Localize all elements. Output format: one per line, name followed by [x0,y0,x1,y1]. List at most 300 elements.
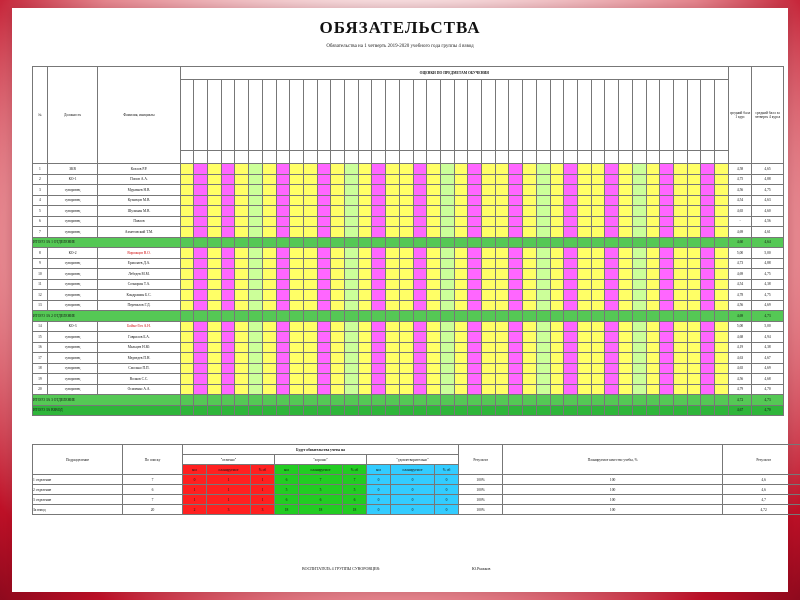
grade-cell [673,374,687,385]
row-name: Павлов [98,216,180,227]
grade-cell [331,174,345,185]
grade-cell [208,174,222,185]
grade-cell [440,216,454,227]
grade-cell [262,363,276,374]
subject-name-cell [715,80,729,151]
total-cell [221,237,235,248]
summary-sub-pct: % об [251,465,275,475]
grade-cell [509,374,523,385]
total-cell [523,237,537,248]
grade-cell [276,384,290,395]
grade-cell [345,248,359,259]
grade-cell [303,185,317,196]
grade-cell [715,321,729,332]
grade-cell [372,227,386,238]
grade-cell [249,384,263,395]
total-cell [482,405,496,416]
grade-cell [482,279,496,290]
grade-cell [386,332,400,343]
summary-cell-g3: 6 [343,495,367,505]
total-cell [701,237,715,248]
grade-cell [646,290,660,301]
grade-cell [386,321,400,332]
grade-cell [632,384,646,395]
total-cell [372,395,386,406]
total-cell [536,395,550,406]
row-no: 19 [33,374,48,385]
head-avg-course: средний балл 1 курс [728,67,751,164]
grade-cell [290,216,304,227]
grade-cell [646,248,660,259]
grade-cell [468,384,482,395]
grade-cell [386,216,400,227]
grade-cell [399,363,413,374]
grade-cell [523,332,537,343]
total-avg-quarter: 4,64 [752,237,784,248]
grade-cell [482,353,496,364]
grade-cell [194,227,208,238]
grade-cell [550,332,564,343]
grade-cell [180,185,194,196]
total-cell [632,311,646,322]
grade-cell [673,195,687,206]
grade-cell [386,195,400,206]
grade-cell [632,374,646,385]
grade-cell [509,206,523,217]
summary-cell-g1: 6 [275,495,299,505]
subject-sub-cell [577,151,591,164]
grade-cell [413,342,427,353]
total-cell [564,237,578,248]
subject-name-cell [399,80,413,151]
grade-cell [482,248,496,259]
row-avg-course: 4,58 [728,164,751,175]
grade-cell [331,227,345,238]
grade-cell [605,279,619,290]
summary-sub-planned: планируемое [207,465,251,475]
total-cell [249,311,263,322]
grade-cell [290,258,304,269]
grade-cell [591,342,605,353]
summary-group-excellent: "отлично" [183,455,275,465]
total-cell [290,395,304,406]
grade-cell [632,227,646,238]
grade-cell [427,332,441,343]
grade-cell [331,279,345,290]
grade-cell [454,195,468,206]
grade-cell [427,363,441,374]
grade-cell [399,290,413,301]
subject-name-cell [180,80,194,151]
grade-cell [454,300,468,311]
summary-cell-s1: 0 [367,485,391,495]
grade-cell [687,290,701,301]
grade-cell [345,227,359,238]
grade-cell [208,248,222,259]
grade-cell [386,374,400,385]
total-cell [249,237,263,248]
grade-cell [235,300,249,311]
grade-cell [235,185,249,196]
grade-cell [413,300,427,311]
grade-cell [509,321,523,332]
grade-cell [468,195,482,206]
total-label: ИТОГО ЗА 2 ОТДЕЛЕНИЕ [33,311,181,322]
row-avg-quarter: 4,61 [752,227,784,238]
grade-cell [701,363,715,374]
grade-cell [386,269,400,280]
grade-cell [317,300,331,311]
total-cell [208,395,222,406]
grade-cell [413,363,427,374]
row-no: 13 [33,300,48,311]
grade-cell [249,174,263,185]
row-position: суворовец [47,216,98,227]
summary-head-quality: Планируемое качество учебы, % [503,445,723,475]
grade-cell [427,269,441,280]
row-name: Перевалов Г.Д. [98,300,180,311]
grade-cell [399,195,413,206]
grade-cell [372,279,386,290]
grade-cell [303,321,317,332]
grade-cell [591,248,605,259]
grade-cell [221,342,235,353]
grade-cell [290,206,304,217]
grade-cell [386,206,400,217]
grade-cell [632,279,646,290]
total-cell [440,395,454,406]
grade-cell [550,300,564,311]
grade-cell [619,269,633,280]
grade-cell [687,342,701,353]
summary-cell-s3: 0 [435,505,459,515]
grade-cell [495,279,509,290]
grade-cell [413,384,427,395]
grade-cell [646,269,660,280]
grade-cell [605,174,619,185]
total-label: ИТОГО ЗА ВЗВОД [33,405,181,416]
grade-cell [221,279,235,290]
grade-cell [715,374,729,385]
row-position: КО-2 [47,248,98,259]
total-cell [427,405,441,416]
grade-cell [194,384,208,395]
grade-cell [564,321,578,332]
grade-cell [440,174,454,185]
table-row [33,384,784,395]
grade-cell [427,342,441,353]
grade-cell [372,321,386,332]
grade-cell [673,248,687,259]
total-cell [646,405,660,416]
grade-cell [440,332,454,343]
grade-cell [249,342,263,353]
grade-cell [715,384,729,395]
grade-cell [262,185,276,196]
total-cell [290,237,304,248]
grade-cell [358,248,372,259]
grade-cell [523,279,537,290]
total-cell [331,405,345,416]
total-cell [427,311,441,322]
total-cell [605,405,619,416]
grade-cell [523,269,537,280]
grade-cell [619,332,633,343]
grade-cell [482,258,496,269]
grade-cell [509,248,523,259]
grade-cell [372,353,386,364]
subject-name-cell [468,80,482,151]
row-avg-course: 4,56 [728,185,751,196]
grade-cell [221,174,235,185]
total-cell [372,237,386,248]
summary-cell-unit: 3 отделение [33,495,123,505]
signer-name: Ю.Рыжков [472,566,491,571]
subject-name-cell [646,80,660,151]
grade-cell [564,363,578,374]
total-cell [550,311,564,322]
row-no: 6 [33,216,48,227]
grade-cell [317,384,331,395]
grade-cell [673,216,687,227]
grade-cell [660,195,674,206]
total-cell [673,237,687,248]
grade-cell [454,332,468,343]
grade-cell [194,174,208,185]
row-position: КО-1 [47,174,98,185]
grade-cell [317,174,331,185]
grade-cell [482,290,496,301]
grade-cell [577,195,591,206]
grade-cell [523,300,537,311]
subject-name-cell [687,80,701,151]
total-cell [208,405,222,416]
summary-cell-g2: 6 [299,495,343,505]
grade-cell [482,342,496,353]
summary-sub-planned: планируемое [391,465,435,475]
grade-cell [221,363,235,374]
grade-cell [413,185,427,196]
grade-cell [523,384,537,395]
grade-cell [687,374,701,385]
summary-head-unit: Подразделение [33,445,123,475]
total-cell [550,405,564,416]
grade-cell [509,342,523,353]
head-subjects: ОЦЕНКИ ПО ПРЕДМЕТАМ ОБУЧЕНИЯ [180,67,728,80]
summary-cell-unit: 1 отделение [33,475,123,485]
grade-cell [482,174,496,185]
total-cell [249,405,263,416]
grade-cell [523,216,537,227]
grade-cell [454,216,468,227]
grade-cell [509,216,523,227]
grade-cell [454,374,468,385]
row-name: Ворожцов В.О. [98,248,180,259]
grade-cell [208,195,222,206]
total-cell [440,237,454,248]
grade-cell [331,185,345,196]
grade-cell [646,363,660,374]
grade-cell [440,227,454,238]
grade-cell [536,342,550,353]
summary-cell-s2: 0 [391,485,435,495]
grade-cell [331,353,345,364]
grade-cell [646,332,660,343]
total-cell [495,405,509,416]
grade-cell [276,300,290,311]
grade-cell [249,332,263,343]
grade-cell [317,164,331,175]
grade-cell [235,321,249,332]
row-avg-quarter: 5,00 [752,248,784,259]
grade-cell [605,300,619,311]
grade-cell [660,374,674,385]
summary-head-list: По списку [123,445,183,475]
grade-cell [194,195,208,206]
summary-cell-res2: 4,6 [723,475,800,485]
subject-sub-cell [536,151,550,164]
grade-cell [605,290,619,301]
table-row [33,216,784,227]
total-cell [194,237,208,248]
subject-name-cell [413,80,427,151]
grade-cell [413,174,427,185]
total-cell [687,395,701,406]
grade-cell [482,300,496,311]
total-cell [687,237,701,248]
grade-cell [591,374,605,385]
grade-cell [221,248,235,259]
grade-cell [290,195,304,206]
grade-cell [194,374,208,385]
row-name: Ахметовский Т.М. [98,227,180,238]
grade-cell [317,185,331,196]
row-name: Кузнецов М.В. [98,195,180,206]
grade-cell [715,342,729,353]
total-cell [646,311,660,322]
summary-cell-g2: 18 [299,505,343,515]
subject-name-cell [249,80,263,151]
subject-name-cell [317,80,331,151]
grade-cell [345,321,359,332]
grade-cell [523,342,537,353]
grade-cell [194,290,208,301]
grade-cell [482,216,496,227]
grade-cell [523,174,537,185]
summary-cell-g3: 18 [343,505,367,515]
grade-cell [303,290,317,301]
grade-cell [180,195,194,206]
subtotal-row [33,395,784,406]
grade-cell [262,342,276,353]
grade-cell [399,332,413,343]
grade-cell [194,332,208,343]
total-cell [249,395,263,406]
total-cell [317,405,331,416]
total-cell [413,405,427,416]
summary-cell-s1: 0 [367,505,391,515]
grade-cell [550,279,564,290]
row-position: суворовец [47,227,98,238]
summary-cell-g1: 5 [275,485,299,495]
grade-cell [194,216,208,227]
grade-cell [632,363,646,374]
grade-cell [386,353,400,364]
summary-cell-s2: 0 [391,495,435,505]
grade-cell [194,185,208,196]
total-cell [591,395,605,406]
grade-cell [701,353,715,364]
row-avg-quarter: 4,75 [752,290,784,301]
grade-cell [495,269,509,280]
total-cell [523,405,537,416]
total-cell [386,237,400,248]
row-no: 11 [33,279,48,290]
grade-cell [509,353,523,364]
grade-cell [632,185,646,196]
grade-cell [208,332,222,343]
grade-cell [386,174,400,185]
grade-cell [564,248,578,259]
document-sheet [12,8,788,592]
grade-cell [290,332,304,343]
row-position: суворовец [47,384,98,395]
total-cell [399,395,413,406]
summary-cell-qual: 100 [503,485,723,495]
total-cell [577,311,591,322]
grade-cell [262,279,276,290]
row-no: 10 [33,269,48,280]
grade-cell [413,374,427,385]
summary-cell-e3: 1 [251,485,275,495]
grade-cell [427,174,441,185]
summary-cell-g2: 5 [299,485,343,495]
row-name: Попов А.А. [98,174,180,185]
total-cell [399,405,413,416]
grade-cell [331,300,345,311]
grade-cell [550,227,564,238]
total-cell [687,311,701,322]
grade-cell [303,258,317,269]
summary-group-good: "хорошо" [275,455,367,465]
grade-cell [276,206,290,217]
grade-cell [399,185,413,196]
table-row [33,206,784,217]
grade-cell [208,384,222,395]
grade-cell [564,300,578,311]
grade-cell [509,290,523,301]
grade-cell [673,321,687,332]
grade-cell [372,374,386,385]
grade-cell [632,321,646,332]
table-row [33,353,784,364]
grade-cell [372,164,386,175]
grade-cell [235,342,249,353]
table-row [33,185,784,196]
grade-cell [372,185,386,196]
grade-cell [454,248,468,259]
grade-cell [482,363,496,374]
row-avg-course: 4,73 [728,258,751,269]
grade-cell [509,300,523,311]
total-cell [660,395,674,406]
grade-cell [399,269,413,280]
grade-cell [715,206,729,217]
total-cell [276,237,290,248]
total-cell [427,395,441,406]
grade-cell [399,248,413,259]
grade-cell [386,164,400,175]
